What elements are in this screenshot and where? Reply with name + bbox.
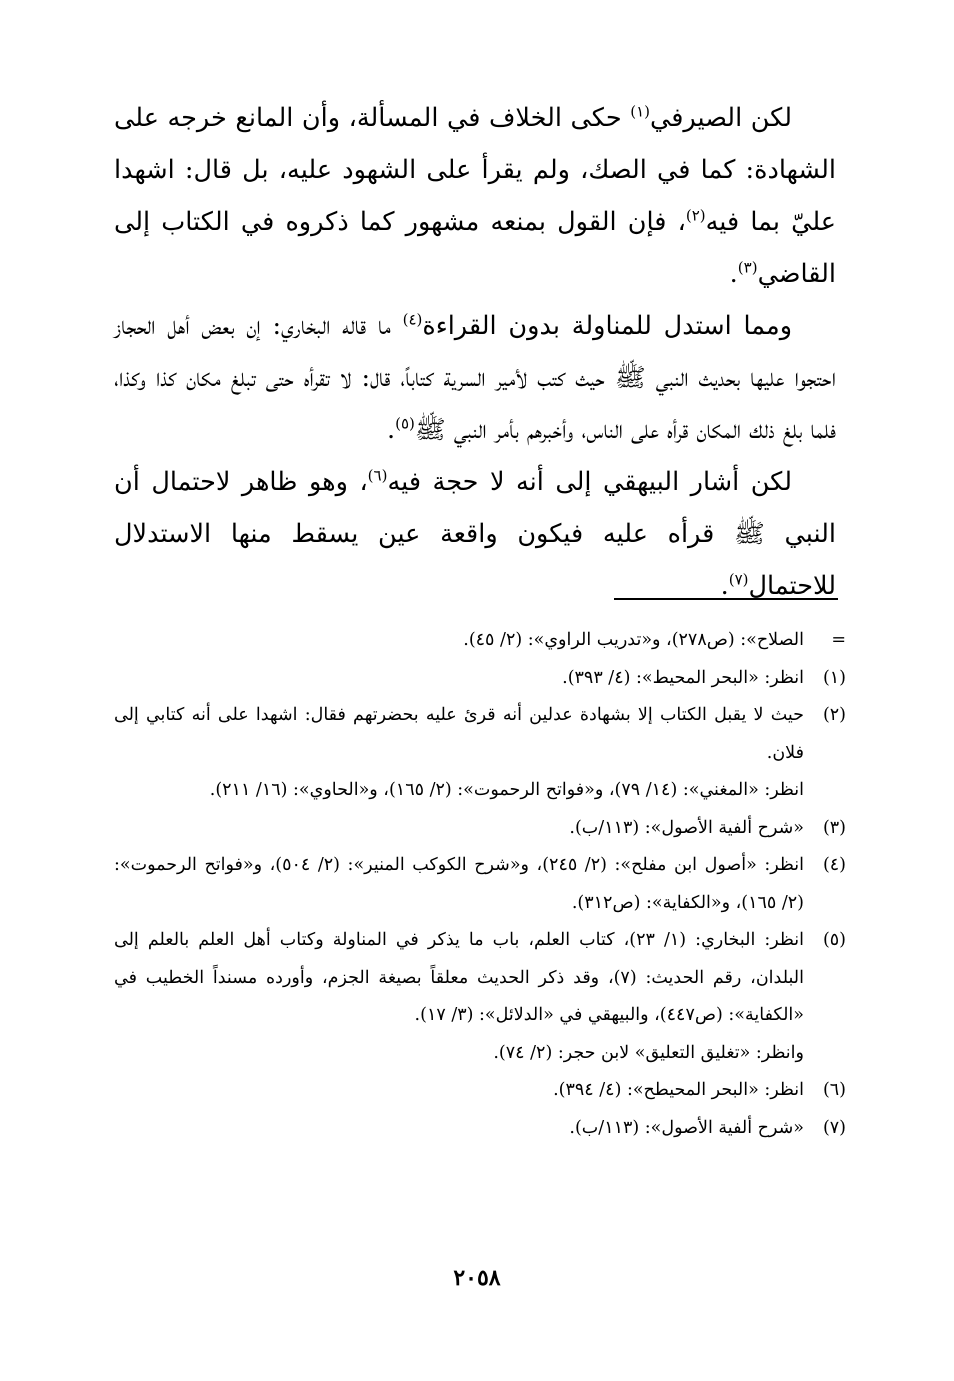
footnote-number: (١) (822, 667, 846, 688)
footnote-number: (٣) (822, 817, 846, 838)
paragraph-2 (114, 300, 836, 456)
footnote-ref-3[interactable]: (٣) (737, 258, 758, 277)
paragraph-1 (114, 92, 836, 300)
text-run: ما قاله البخاري: إن بعض أهل الحجاز احتجوا عليها بحديث النبي ﷺ حيث كتب لأمير السرية كتاباً، قال: لا تقرأه حتى تبلغ مكان كذا وكذا، فلما بلغ ذلك المكان قرأه على الناس، وأخبرهم بأمر النبي ﷺ (114, 311, 836, 445)
footnote-ref-4[interactable]: (٤) (402, 310, 423, 329)
footnote-continuation (114, 622, 846, 660)
footnote-2 (114, 697, 846, 772)
footnote-text: الصلاح»: (ص٢٧٨)، و«تدريب الراوي»: (٢/ ٤٥). (463, 630, 804, 650)
footnote-ref-1[interactable]: (١) (630, 102, 650, 121)
footnote-5-see-also: وانظر: «تغليق التعليق» لابن حجر: (٢/ ٧٤). (493, 1042, 804, 1063)
text-run: لكن الصيرفي (649, 103, 792, 133)
page-number: ٢٠٥٨ (453, 1265, 501, 1291)
footnote-ref-7[interactable]: (٧) (728, 570, 749, 589)
footnote-number: (٢) (822, 705, 846, 725)
footnote-ref-2[interactable]: (٢) (685, 206, 706, 225)
footnote-6 (114, 1072, 846, 1110)
main-text (114, 92, 836, 612)
text-run: حكى الخلاف في المسألة، وأن المانع خرجه على الشهادة: كما في الصك، ولم يقرأ على الشهود عليه، بل قال: اشهدا عليّ بما فيه (114, 103, 837, 237)
footnotes (114, 622, 846, 1147)
footnote-ref-6[interactable]: (٦) (367, 466, 388, 485)
footnote-text: «شرح ألفية الأصول»: (١١٣/ب). (569, 817, 804, 838)
footnote-separator (614, 598, 838, 600)
footnote-number: (٥) (822, 930, 846, 950)
footnote-text: حيث لا يقبل الكتاب إلا بشهادة عدلين أنه قرئ عليه بحضرتهم فقال: اشهدا على أنه كتابي إلى فلان. (114, 705, 804, 763)
footnote-number: = (831, 630, 846, 650)
footnote-4 (114, 847, 846, 922)
footnote-number: (٧) (822, 1117, 846, 1138)
footnote-ref-5[interactable]: (٥) (395, 414, 415, 433)
text-run: . (729, 259, 738, 289)
footnote-number: (٤) (822, 855, 846, 875)
paragraph-3 (114, 456, 836, 612)
text-run: . (386, 415, 396, 445)
text-run: . (720, 571, 729, 601)
text-run: ومما استدل للمناولة بدون القراءة (422, 311, 793, 341)
footnote-text: «شرح ألفية الأصول»: (١١٣/ب). (569, 1117, 804, 1138)
text-run: ، فإن القول بمنعه مشهور كما ذكروه في الكتاب إلى القاضي (114, 207, 836, 289)
footnote-number: (٦) (822, 1080, 846, 1100)
text-run: لكن أشار البيهقي إلى أنه لا حجة فيه (387, 467, 792, 497)
footnote-5 (114, 922, 846, 1035)
footnote-text: انظر: «البحر المحيط»: (٤/ ٣٩٣). (562, 667, 804, 688)
text-run: ، وهو ظاهر لاحتمال أن النبي ﷺ قرأه عليه فيكون واقعة عين يسقط منها الاستدلال للاحتمال (114, 467, 836, 601)
footnote-7 (114, 1110, 846, 1148)
footnote-text: انظر: «أصول ابن مفلح»: (٢/ ٢٤٥)، و«شرح الكوكب المنير»: (٢/ ٥٠٤)، و«فواتح الرحموت»: (٢/ ١٦٥)، و«الكفاية»: (ص٣١٢). (114, 855, 804, 913)
footnote-text: انظر: «البحر المحيطح»: (٤/ ٣٩٤). (553, 1080, 804, 1100)
footnote-3 (114, 810, 846, 848)
footnote-2-reference: انظر: «المغني»: (١٤/ ٧٩)، و«فواتح الرحموت»: (٢/ ١٦٥)، و«الحاوي»: (١٦/ ٢١١). (209, 780, 804, 800)
footnote-text: انظر: البخاري: (١/ ٢٣)، كتاب العلم، باب ما يذكر في المناولة وكتاب أهل العلم بالعلم إلى البلدان، رقم الحديث: (٧)، وقد ذكر الحديث معلقاً بصيغة الجزم، وأورده مسنداً الخطيب في «الكفاية»: (ص٤٤٧)، والبيهقي في «الدلائل»: (٣/ ١٧). (114, 930, 805, 1025)
footnote-1 (114, 660, 846, 698)
